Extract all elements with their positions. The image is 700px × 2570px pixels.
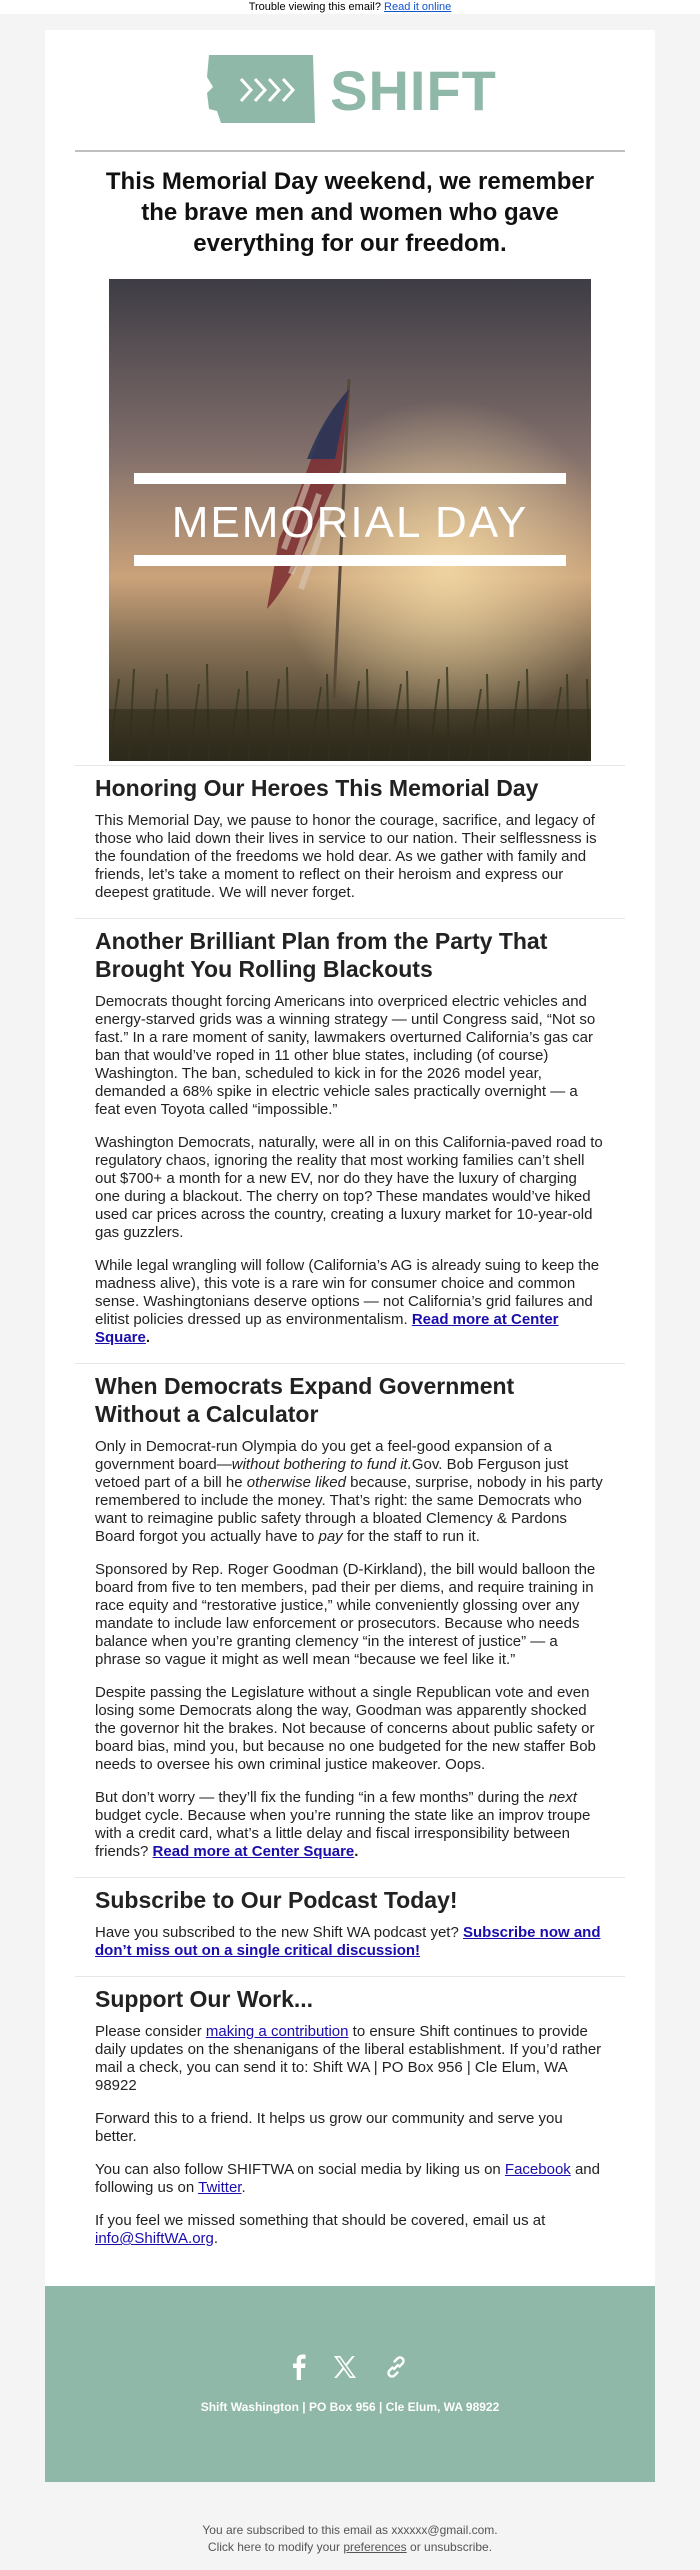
paragraph: If you feel we missed something that should be covered, email us at info@ShiftWA.org. [95,2212,546,2247]
banner-bottom-bar [134,555,566,566]
paragraph: While legal wrangling will follow (California’s AG is already suing to keep the madness alive), this vote is a rare win for consumer choice and common sense. Washingtonians deserve options — not California’s grid failures and elitist policies dressed up as environmentalism. Read more at Center Square. [95,1257,600,1346]
read-more-link[interactable]: Read more at Center Square [152,1843,355,1860]
banner-top-bar [134,473,566,484]
link-icon[interactable] [384,2355,408,2379]
logo-wordmark: SHIFT [330,58,497,122]
section-expand-government [45,1364,655,1873]
section-title: Support Our Work... [95,1986,314,2012]
paragraph: This Memorial Day, we pause to honor the courage, sacrifice, and legacy of those who laid down their lives in service to our nation. Their selflessness is the foundation of the freedoms we hold dear. As we gather with family and friends, let’s take a moment to reflect on their heroism and express our deepest gratitude. We will never forget. [95,812,597,901]
section-title: When Democrats Expand Government Without a Calculator [95,1373,515,1427]
footer-address: Shift Washington | PO Box 956 | Cle Elum, WA 98922 [200,2400,500,2414]
section-support [45,1977,655,2260]
paragraph: Only in Democrat-run Olympia do you get a feel-good expansion of a government board—without bothering to fund it.Gov. Bob Ferguson just vetoed part of a bill he otherwise liked because, surprise, nobody in his party remembered to include the money. That’s right: the same Democrats who want to reimagine public safety through a bloated Clemency & Pardons Board forgot you actually have to pay for the staff to run it. [95,1438,603,1545]
top-bar [0,0,700,14]
washington-state-icon [203,53,318,127]
paragraph: Washington Democrats, naturally, were all in on this California-paved road to regulatory chaos, ignoring the reality that most working families can’t shell out $700+ a month for a new EV, nor do they have the luxury of charging one during a blackout. The cherry on top? These mandates would’ve hiked used car prices across the country, creating a luxury market for 10-year-old gas guzzlers. [95,1134,603,1241]
paragraph: Despite passing the Legislature without a single Republican vote and even losing some Democrats along the way, Goodman was apparently shocked the governor hit the brakes. Not because of concerns about public safety or board bias, mind you, but because no one budgeted for the new staffer Bob needs to oversee his own criminal justice makeover. Oops. [95,1684,596,1773]
paragraph: But don’t worry — they’ll fix the funding “in a few months” during the next budget cycle. Because when you’re running the state like an improv troupe with a credit card, what’s a little delay and fiscal irresponsibility between friends? Read more at Center Square. [95,1789,591,1860]
twitter-link[interactable]: Twitter [198,2179,242,2196]
paragraph: Have you subscribed to the new Shift WA podcast yet? Subscribe now and don’t miss out on a single critical discussion! [95,1924,601,1959]
modify-preferences-text: Click here to modify your preferences or unsubscribe. [207,2540,493,2554]
section-rolling-blackouts [45,919,655,1359]
read-online-link[interactable]: Read it online [384,1,452,13]
memorial-day-hero-image [109,279,591,761]
section-title: Subscribe to Our Podcast Today! [95,1887,458,1913]
section-title: Honoring Our Heroes This Memorial Day [95,775,539,801]
facebook-link[interactable]: Facebook [504,2161,571,2178]
subscribe-podcast-link[interactable]: Subscribe now and don’t miss out on a single critical discussion! [95,1924,601,1959]
banner-text: MEMORIAL DAY [171,498,529,547]
email-body [45,30,655,2482]
paragraph: Forward this to a friend. It helps us grow our community and serve you better. [95,2110,563,2145]
facebook-icon[interactable] [292,2354,306,2380]
paragraph: Sponsored by Rep. Roger Goodman (D-Kirkland), the bill would balloon the board from five to ten members, pad their per diems, and require training in race equity and “restorative justice,” while conveniently glossing over any mandate to include law enforcement or prosecutors. Because who needs balance when you’re granting clemency “in the interest of justice” — a phrase so vague it might as well mean “because we feel like it.” [95,1561,596,1668]
x-twitter-icon[interactable] [332,2354,358,2380]
subscription-footer [0,2482,700,2570]
subscribed-as-text: You are subscribed to this email as xxxxxx@gmail.com. [202,2523,498,2537]
email-headline: This Memorial Day weekend, we remember the brave men and women who gave everything for our freedom. [105,168,595,257]
read-more-link[interactable]: Read more at Center Square [95,1311,559,1346]
section-title: Another Brilliant Plan from the Party That Brought You Rolling Blackouts [95,928,548,982]
paragraph: You can also follow SHIFTWA on social media by liking us on Facebook and following us on Twitter. [95,2161,600,2196]
social-links [292,2354,408,2380]
paragraph: Democrats thought forcing Americans into overpriced electric vehicles and energy-starved grids was a winning strategy — until Congress said, “Not so fast.” In a rare moment of sanity, lawmakers overturned California’s gas car ban that would’ve roped in 11 other blue states, including (of course) Washington. The ban, scheduled to kick in for the 2026 model year, demanded a 68% spike in electric vehicle sales practically overnight — a feat even Toyota called “impossible.” [95,993,596,1118]
contribution-link[interactable]: making a contribution [205,2023,349,2040]
section-honoring-heroes [45,766,655,914]
preferences-link[interactable]: preferences [343,2540,407,2554]
trouble-viewing-text: Trouble viewing this email? [248,1,381,13]
footer-bar [45,2286,655,2482]
email-link[interactable]: info@ShiftWA.org [95,2230,214,2247]
logo[interactable] [45,30,655,150]
section-podcast [45,1878,655,1972]
paragraph: Please consider making a contribution to ensure Shift continues to provide daily updates on the shenanigans of the liberal establishment. If you’d rather mail a check, you can send it to: Shift WA | PO Box 956 | Cle Elum, WA 98922 [95,2023,602,2094]
